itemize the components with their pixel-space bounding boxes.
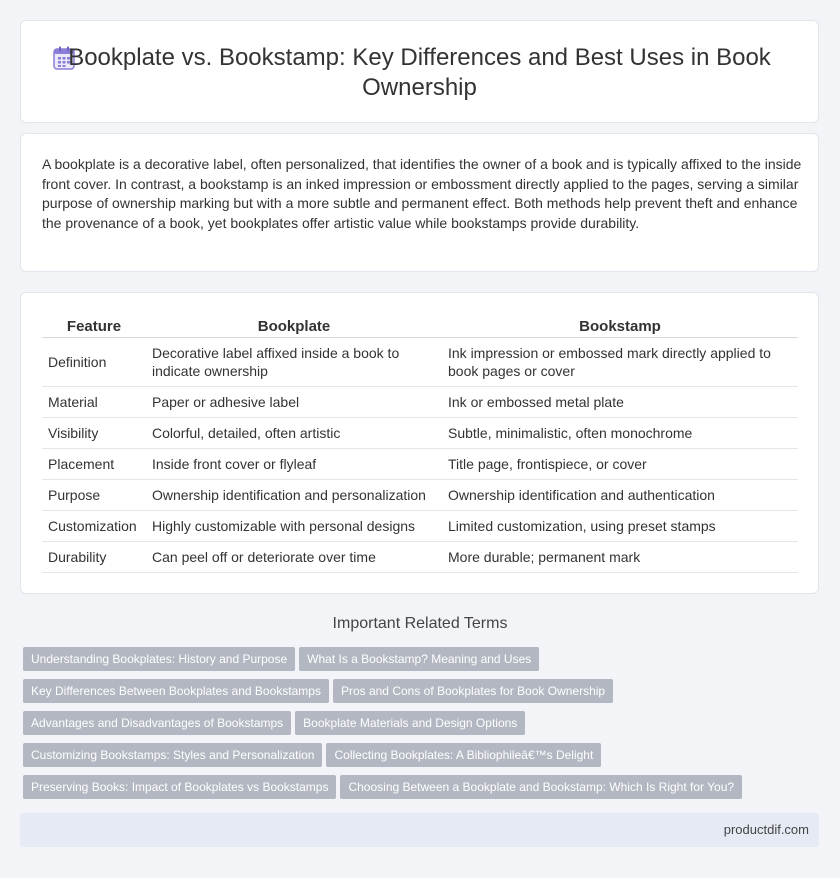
table-row bbox=[42, 387, 798, 418]
tag-row bbox=[23, 647, 543, 671]
related-term-link[interactable]: Advantages and Disadvantages of Bookstamps bbox=[23, 711, 291, 735]
bookplate-cell: Can peel off or deteriorate over time bbox=[146, 542, 442, 573]
column-header: Bookplate bbox=[146, 315, 442, 338]
feature-cell: Durability bbox=[42, 542, 146, 573]
table-row bbox=[42, 511, 798, 542]
bookplate-cell: Decorative label affixed inside a book to indicate ownership bbox=[146, 338, 442, 387]
page-title: Bookplate vs. Bookstamp: Key Differences and Best Uses in Book Ownership bbox=[68, 44, 771, 101]
bookplate-cell: Ownership identification and personalization bbox=[146, 480, 442, 511]
comparison-card bbox=[20, 292, 819, 594]
bookstamp-cell: Limited customization, using preset stamps bbox=[442, 511, 798, 542]
feature-cell: Definition bbox=[42, 338, 146, 387]
feature-cell: Placement bbox=[42, 449, 146, 480]
header-card bbox=[20, 20, 819, 123]
feature-cell: Visibility bbox=[42, 418, 146, 449]
bookstamp-cell: Title page, frontispiece, or cover bbox=[442, 449, 798, 480]
tag-row bbox=[23, 743, 605, 767]
column-header: Bookstamp bbox=[442, 315, 798, 338]
bookstamp-cell: More durable; permanent mark bbox=[442, 542, 798, 573]
related-term-link[interactable]: What Is a Bookstamp? Meaning and Uses bbox=[299, 647, 539, 671]
table-row bbox=[42, 542, 798, 573]
bookplate-cell: Highly customizable with personal designs bbox=[146, 511, 442, 542]
related-terms-heading: Important Related Terms bbox=[332, 615, 508, 632]
table-row bbox=[42, 480, 798, 511]
feature-cell: Material bbox=[42, 387, 146, 418]
related-term-link[interactable]: Understanding Bookplates: History and Purpose bbox=[23, 647, 295, 671]
table-row bbox=[42, 418, 798, 449]
related-term-link[interactable]: Key Differences Between Bookplates and Bookstamps bbox=[23, 679, 329, 703]
related-term-link[interactable]: Preserving Books: Impact of Bookplates vs Bookstamps bbox=[23, 775, 336, 799]
bookplate-cell: Colorful, detailed, often artistic bbox=[146, 418, 442, 449]
bookplate-cell: Paper or adhesive label bbox=[146, 387, 442, 418]
related-term-link[interactable]: Choosing Between a Bookplate and Bookstamp: Which Is Right for You? bbox=[340, 775, 742, 799]
related-term-link[interactable]: Collecting Bookplates: A Bibliophileâ€™s Delight bbox=[326, 743, 601, 767]
bookplate-cell: Inside front cover or flyleaf bbox=[146, 449, 442, 480]
feature-cell: Purpose bbox=[42, 480, 146, 511]
related-term-link[interactable]: Pros and Cons of Bookplates for Book Ownership bbox=[333, 679, 613, 703]
tag-row bbox=[23, 711, 529, 735]
footer bbox=[20, 813, 819, 847]
table-row bbox=[42, 449, 798, 480]
intro-paragraph: A bookplate is a decorative label, often personalized, that identifies the owner of a book and is typically affixed to the inside front cover. In contrast, a bookstamp is an inked impression or embossment directly applied to the pages, serving a similar purpose of ownership marking but with a more subtle and permanent effect. Both methods help prevent theft and enhance the provenance of a book, yet bookplates offer artistic value while bookstamps provide durability. bbox=[42, 156, 802, 231]
related-term-link[interactable]: Bookplate Materials and Design Options bbox=[295, 711, 525, 735]
column-header: Feature bbox=[42, 315, 146, 338]
related-term-link[interactable]: Customizing Bookstamps: Styles and Personalization bbox=[23, 743, 322, 767]
bookstamp-cell: Ink impression or embossed mark directly applied to book pages or cover bbox=[442, 338, 798, 387]
comparison-table bbox=[42, 315, 798, 573]
tag-row bbox=[23, 775, 746, 799]
bookstamp-cell: Ink or embossed metal plate bbox=[442, 387, 798, 418]
site-credit[interactable]: productdif.com bbox=[723, 822, 809, 837]
table-header-row bbox=[42, 315, 798, 338]
bookstamp-cell: Ownership identification and authentication bbox=[442, 480, 798, 511]
table-row bbox=[42, 338, 798, 387]
feature-cell: Customization bbox=[42, 511, 146, 542]
bookstamp-cell: Subtle, minimalistic, often monochrome bbox=[442, 418, 798, 449]
intro-card bbox=[20, 133, 819, 272]
tag-row bbox=[23, 679, 617, 703]
